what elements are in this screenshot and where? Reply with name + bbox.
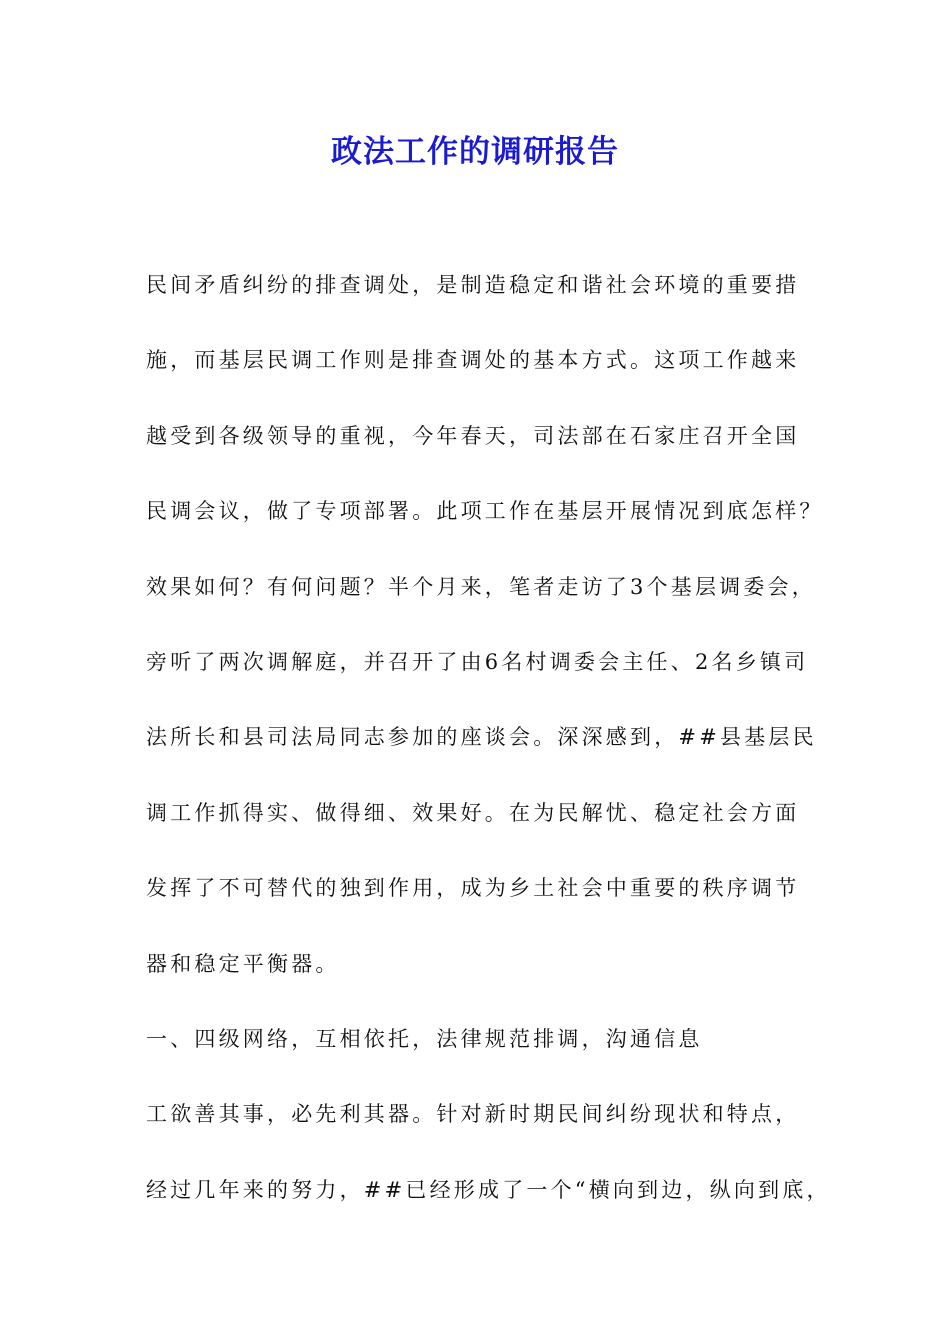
document-body	[146, 263, 831, 1243]
paragraph-line: 发挥了不可替代的独到作用，成为乡土社会中重要的秩序调节	[146, 876, 800, 901]
paragraph-line: 旁听了两次调解庭，并召开了由6名村调委会主任、2名乡镇司	[146, 649, 809, 674]
section-heading: 一、四级网络，互相依托，法律规范排调，沟通信息	[146, 1026, 703, 1051]
paragraph-line: 民间矛盾纠纷的排查调处，是制造稳定和谐社会环境的重要措	[146, 273, 800, 297]
paragraph-line: 效果如何？有何问题？半个月来，笔者走访了3个基层调委会，	[146, 574, 816, 599]
paragraph-line: 越受到各级领导的重视，今年春天，司法部在石家庄召开全国	[146, 423, 800, 448]
paragraph-line: 调工作抓得实、做得细、效果好。在为民解忧、稳定社会方面	[146, 800, 800, 825]
paragraph-line: 经过几年来的努力，##已经形成了一个“横向到边，纵向到底，	[146, 1177, 831, 1202]
paragraph-line: 法所长和县司法局同志参加的座谈会。深深感到，##县基层民	[146, 725, 817, 750]
paragraph-line: 工欲善其事，必先利其器。针对新时期民间纠纷现状和特点，	[146, 1102, 800, 1127]
paragraph-line: 施，而基层民调工作则是排查调处的基本方式。这项工作越来	[146, 348, 800, 373]
document-title: 政法工作的调研报告	[331, 134, 619, 170]
paragraph-line: 民调会议，做了专项部署。此项工作在基层开展情况到底怎样？	[146, 499, 824, 524]
paragraph-line: 器和稳定平衡器。	[146, 951, 340, 976]
